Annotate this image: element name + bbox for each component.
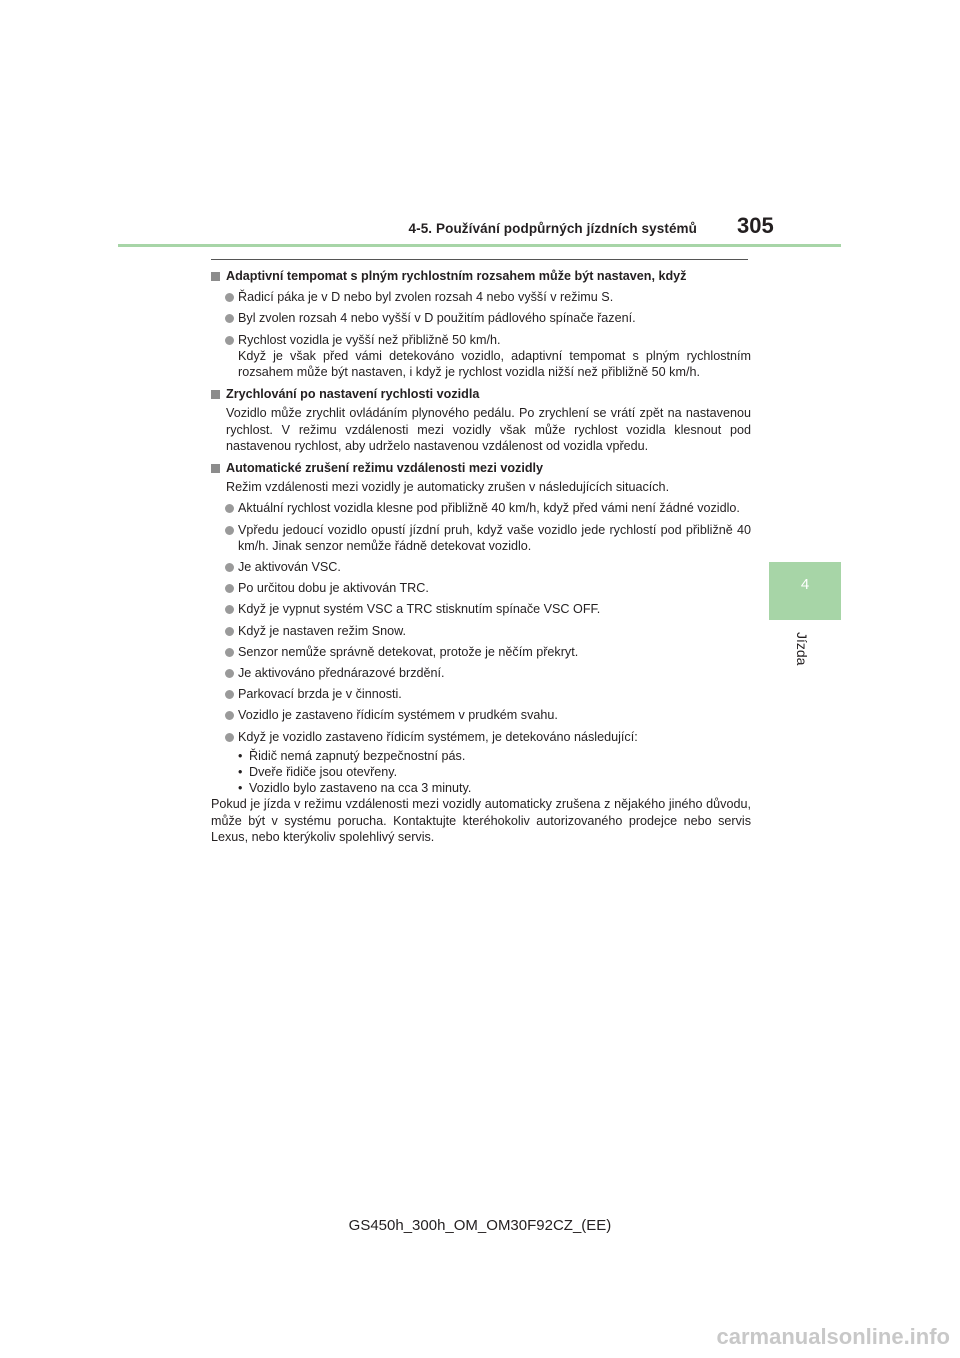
round-bullet-icon (225, 711, 234, 720)
page-number: 305 (737, 213, 774, 238)
list-item (211, 707, 751, 723)
list-item-text: Vozidlo je zastaveno řídicím systémem v prudkém svahu. (238, 708, 558, 723)
list-item-text: Vpředu jedoucí vozidlo opustí jízdní pruh, když vaše vozidlo jede rychlostí pod přibližně 40 km/h. Jinak senzor nemůže řádně detekovat vozidlo. (238, 522, 751, 553)
round-bullet-icon (225, 336, 234, 345)
list-item-text: Když je vozidlo zastaveno řídicím systémem, je detekováno následující: (238, 729, 638, 744)
list-item-text: Senzor nemůže správně detekovat, protože je něčím překryt. (238, 644, 579, 659)
square-bullet-icon (211, 272, 220, 281)
list-item (211, 623, 751, 639)
heading-text: Zrychlování po nastavení rychlosti vozidla (226, 387, 480, 402)
header-rule (118, 244, 841, 247)
content-rule (211, 259, 748, 260)
list-item-text: Aktuální rychlost vozidla klesne pod přibližně 40 km/h, když před vámi není žádné vozidlo. (238, 501, 740, 516)
list-item (211, 332, 751, 381)
closing-paragraph: Pokud je jízda v režimu vzdálenosti mezi vozidly automaticky zrušena z nějakého jiného důvodu, může být v systému porucha. Kontaktujte kteréhokoliv autorizovaného prodejce nebo servis Lexus, nebo kterýkoliv spolehlivý servis. (211, 797, 751, 844)
list-item-text: Když je nastaven režim Snow. (238, 623, 406, 638)
round-bullet-icon (225, 293, 234, 302)
list-item-text: Řadicí páka je v D nebo byl zvolen rozsah 4 nebo vyšší v režimu S. (238, 290, 614, 305)
sub-list-item-text: Vozidlo bylo zastaveno na cca 3 minuty. (249, 781, 472, 796)
list-item (211, 729, 751, 745)
list-item-text: Parkovací brzda je v činnosti. (238, 687, 402, 702)
paragraph: Vozidlo může zrychlit ovládáním plynového pedálu. Po zrychlení se vrátí zpět na nastavenou rychlost. V režimu vzdálenosti mezi vozidly však může rychlost vozidla klesnout pod nastavenou rychlost, aby udrželo nastavenou vzdálenost od vozidla vpředu. (226, 406, 751, 453)
list-item (211, 580, 751, 596)
chapter-number: 4 (800, 576, 810, 593)
sub-list-item (211, 764, 751, 780)
sub-list-item-text: Řidič nemá zapnutý bezpečnostní pás. (249, 748, 466, 763)
sub-bullet-icon: • (238, 748, 243, 763)
list-item (211, 686, 751, 702)
list-item (211, 601, 751, 617)
round-bullet-icon (225, 504, 234, 513)
round-bullet-icon (225, 733, 234, 742)
section-title: 4-5. Používání podpůrných jízdních systémů (408, 221, 697, 236)
footer-model-code: GS450h_300h_OM_OM30F92CZ_(EE) (348, 1217, 612, 1234)
section-heading (211, 386, 751, 402)
chapter-tab (769, 562, 841, 620)
list-item (211, 289, 751, 305)
sub-list-item-text: Dveře řidiče jsou otevřeny. (249, 765, 398, 780)
round-bullet-icon (225, 563, 234, 572)
heading-text: Adaptivní tempomat s plným rychlostním rozsahem může být nastaven, když (226, 269, 687, 283)
round-bullet-icon (225, 314, 234, 323)
sub-bullet-icon: • (238, 781, 243, 796)
list-item (211, 665, 751, 681)
list-item (211, 559, 751, 575)
list-item (211, 644, 751, 660)
list-item-text: Když je vypnut systém VSC a TRC stisknutím spínače VSC OFF. (238, 602, 601, 617)
round-bullet-icon (225, 648, 234, 657)
round-bullet-icon (225, 690, 234, 699)
section-heading (211, 460, 751, 476)
list-item-text: Rychlost vozidla je vyšší než přibližně 50 km/h. Když je však před vámi detekováno vozidlo, adaptivní tempomat s plným rychlostním rozsahem může být nastaven, i když je rychlost vozidla nižší než přibližně 50 km/h. (238, 332, 751, 380)
list-item (211, 500, 751, 516)
list-item (211, 310, 751, 326)
round-bullet-icon (225, 605, 234, 614)
round-bullet-icon (225, 526, 234, 535)
sub-bullet-icon: • (238, 765, 243, 780)
heading-text: Automatické zrušení režimu vzdálenosti mezi vozidly (226, 461, 544, 476)
paragraph: Režim vzdálenosti mezi vozidly je automaticky zrušen v následujících situacích. (226, 480, 670, 495)
list-item-text: Byl zvolen rozsah 4 nebo vyšší v D použitím pádlového spínače řazení. (238, 311, 636, 326)
square-bullet-icon (211, 390, 220, 399)
sub-list-item (211, 748, 751, 764)
list-item-text: Je aktivováno přednárazové brzdění. (238, 666, 445, 681)
list-item-text: Je aktivován VSC. (238, 560, 341, 575)
list-item-text: Po určitou dobu je aktivován TRC. (238, 581, 429, 596)
square-bullet-icon (211, 464, 220, 473)
round-bullet-icon (225, 627, 234, 636)
page-content (211, 268, 751, 845)
sub-list-item (211, 780, 751, 796)
section-heading (211, 268, 751, 284)
watermark: carmanualsonline.info (716, 1324, 950, 1349)
list-item (211, 522, 751, 554)
round-bullet-icon (225, 584, 234, 593)
round-bullet-icon (225, 669, 234, 678)
chapter-label: Jízda (794, 632, 810, 666)
